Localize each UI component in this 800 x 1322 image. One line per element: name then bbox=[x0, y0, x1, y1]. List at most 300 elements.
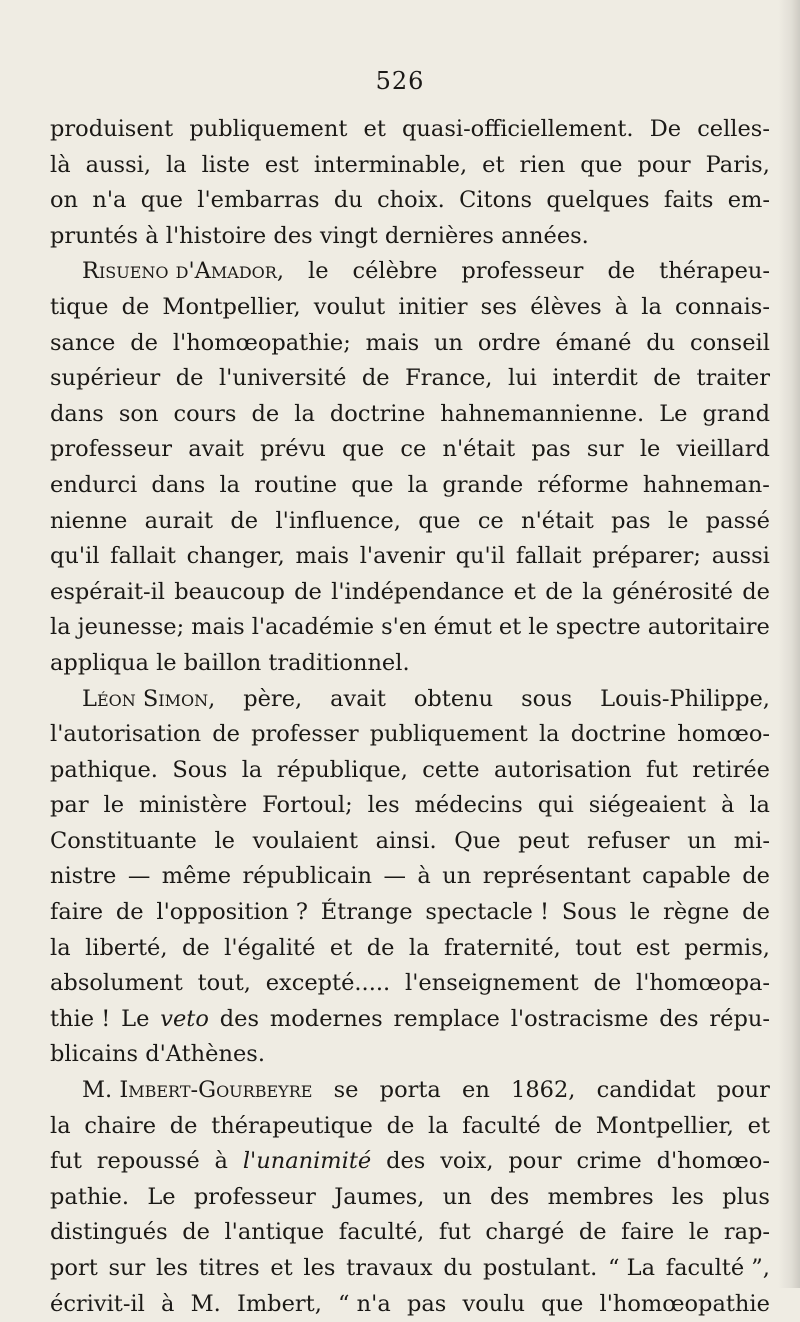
text-word: crime bbox=[576, 1148, 642, 1175]
text-word: avait bbox=[330, 685, 386, 712]
text-word: faire bbox=[50, 899, 104, 926]
text-word: à bbox=[614, 293, 629, 320]
text-word: de bbox=[175, 365, 204, 392]
text-word: représentant bbox=[482, 863, 631, 890]
text-word: mais bbox=[295, 543, 349, 570]
text-word: ainsi. bbox=[375, 827, 437, 854]
text-word: nistre bbox=[50, 863, 117, 890]
text-word: sur bbox=[586, 436, 624, 463]
text-word: prévu bbox=[260, 436, 326, 463]
text-word: que bbox=[418, 507, 461, 534]
text-line bbox=[50, 326, 770, 362]
text-word: professeur bbox=[50, 436, 173, 463]
text-word: se bbox=[333, 1077, 359, 1104]
text-word: l'indépendance bbox=[331, 578, 505, 605]
text-word: à bbox=[417, 863, 431, 890]
text-word: la bbox=[50, 934, 71, 961]
text-word: spectacle ! bbox=[425, 899, 550, 926]
text-word: et bbox=[747, 1112, 770, 1139]
text-word: tout, bbox=[197, 970, 251, 997]
text-word: pathie. bbox=[50, 1183, 130, 1210]
text-word: l'avenir bbox=[359, 543, 445, 570]
text-line bbox=[50, 788, 770, 824]
text-word: Imbert, bbox=[236, 1290, 322, 1317]
text-line bbox=[50, 1251, 770, 1287]
text-word: ordre bbox=[477, 329, 541, 356]
text-word: Montpellier, bbox=[162, 293, 301, 320]
text-word: de bbox=[386, 1112, 415, 1139]
text-word: et bbox=[498, 614, 522, 641]
text-word: nienne bbox=[50, 507, 128, 534]
text-line bbox=[50, 610, 770, 646]
text-word: l'autorisation bbox=[50, 721, 202, 748]
text-word: cours bbox=[173, 400, 237, 427]
text-word: avait bbox=[188, 436, 244, 463]
text-word: émut bbox=[433, 614, 492, 641]
text-word: est bbox=[264, 151, 299, 178]
text-word: fallait bbox=[515, 543, 582, 570]
text-word: le bbox=[308, 258, 329, 285]
text-word: professer bbox=[251, 721, 359, 748]
text-word: thérapeu- bbox=[659, 258, 770, 285]
text-word: initier bbox=[398, 293, 468, 320]
text-word: l'ostracisme bbox=[510, 1005, 649, 1032]
text-word: l'université bbox=[218, 365, 347, 392]
text-word: homœo- bbox=[677, 721, 770, 748]
text-word: Le bbox=[147, 1183, 176, 1210]
text-word: port bbox=[50, 1255, 98, 1281]
text-word: le bbox=[639, 436, 661, 463]
text-word: médecins bbox=[414, 792, 523, 819]
text-word: les bbox=[671, 1183, 704, 1210]
text-word: Citons bbox=[459, 187, 533, 214]
text-word: traditionnel. bbox=[268, 649, 410, 676]
text-word: “ n'a bbox=[338, 1290, 391, 1317]
text-line bbox=[50, 219, 770, 255]
text-word: les bbox=[155, 1255, 189, 1281]
text-word: changer, bbox=[186, 543, 285, 570]
text-word: l'homœopa- bbox=[636, 970, 770, 997]
text-word: Constituante bbox=[50, 827, 197, 854]
text-word: règne bbox=[663, 899, 730, 926]
text-word: jeunesse; bbox=[77, 614, 185, 641]
text-word: de bbox=[578, 1219, 607, 1246]
text-word: l'opposition ? bbox=[156, 899, 308, 926]
text-line bbox=[50, 397, 770, 433]
text-word: un bbox=[442, 1183, 472, 1210]
text-word: rien bbox=[519, 151, 566, 178]
text-word: de bbox=[182, 1219, 210, 1246]
text-word: célèbre bbox=[352, 258, 438, 285]
text-word: de bbox=[653, 365, 681, 392]
text-word: — bbox=[127, 863, 151, 890]
text-word: baillon bbox=[183, 649, 262, 676]
text-word: du bbox=[443, 1255, 473, 1281]
text-word: même bbox=[161, 863, 232, 890]
text-line bbox=[50, 254, 770, 290]
text-word: faculté, bbox=[338, 1219, 425, 1246]
text-word: sous bbox=[521, 685, 573, 712]
text-word: 1862, bbox=[511, 1077, 576, 1104]
text-word: membres bbox=[547, 1183, 654, 1210]
text-line bbox=[50, 931, 770, 967]
text-word: postulant. bbox=[483, 1255, 598, 1281]
text-line bbox=[50, 575, 770, 611]
text-word: Montpellier, bbox=[595, 1112, 734, 1139]
text-line bbox=[50, 1002, 770, 1038]
text-word: retirée bbox=[692, 756, 770, 783]
text-word: voulaient bbox=[252, 827, 359, 854]
text-word: endurci bbox=[50, 471, 138, 498]
text-word: de bbox=[294, 578, 322, 605]
text-line bbox=[50, 432, 770, 468]
text-word: espérait-il bbox=[50, 578, 165, 605]
text-line bbox=[50, 966, 770, 1002]
text-word: de bbox=[554, 1112, 583, 1139]
text-word: l'homœopathie; bbox=[172, 329, 351, 356]
text-line bbox=[50, 1037, 770, 1073]
text-word: du bbox=[333, 187, 363, 214]
text-word: pour bbox=[508, 1148, 562, 1175]
text-word: choix. bbox=[377, 187, 445, 214]
text-word: du bbox=[646, 329, 676, 356]
text-word: des bbox=[490, 1183, 530, 1210]
text-word: autorisation bbox=[493, 756, 632, 783]
text-word: tique bbox=[50, 293, 109, 320]
text-word: la bbox=[749, 792, 770, 819]
text-word: qu'il bbox=[455, 543, 506, 570]
text-word: les bbox=[367, 792, 400, 819]
text-word: vieillard bbox=[676, 436, 770, 463]
text-word: la bbox=[241, 756, 263, 783]
text-word: Fortoul; bbox=[262, 792, 353, 819]
text-word: la bbox=[408, 934, 430, 961]
text-word: connais- bbox=[675, 293, 770, 320]
text-word: années. bbox=[501, 222, 589, 249]
text-line bbox=[50, 290, 770, 326]
text-line bbox=[50, 468, 770, 504]
text-word: Le bbox=[121, 1005, 150, 1032]
text-word: de bbox=[742, 578, 770, 605]
text-word: pas bbox=[611, 507, 651, 534]
text-word: l'influence, bbox=[275, 507, 401, 534]
text-word: faculté bbox=[462, 1112, 541, 1139]
text-word: absolument bbox=[50, 970, 183, 997]
text-word: de bbox=[742, 899, 770, 926]
text-word: permis, bbox=[684, 934, 770, 961]
text-word: de bbox=[130, 329, 158, 356]
text-word: routine bbox=[254, 471, 338, 498]
text-word: la bbox=[294, 400, 315, 427]
text-word: doctrine bbox=[329, 400, 426, 427]
text-word: faculté ”, bbox=[665, 1255, 770, 1281]
text-line bbox=[50, 1287, 770, 1322]
text-word: Sous bbox=[561, 899, 617, 926]
text-word: ministère bbox=[138, 792, 248, 819]
text-word: ce bbox=[400, 436, 427, 463]
text-word: et bbox=[513, 578, 536, 605]
text-word: un bbox=[434, 329, 464, 356]
text-word: beaucoup bbox=[174, 578, 285, 605]
text-word: sur bbox=[108, 1255, 146, 1281]
text-line bbox=[50, 539, 770, 575]
text-word: l'académie bbox=[251, 614, 375, 641]
text-line bbox=[50, 112, 770, 148]
text-word: l'antique bbox=[224, 1219, 325, 1246]
text-word: interminable, bbox=[313, 151, 468, 178]
text-word: ce bbox=[477, 507, 504, 534]
text-word: publiquement bbox=[369, 721, 528, 748]
text-word: M. bbox=[190, 1290, 221, 1317]
text-word: que bbox=[342, 436, 385, 463]
text-line bbox=[50, 717, 770, 753]
text-word: veto bbox=[160, 1005, 209, 1032]
text-word: fut bbox=[438, 1219, 471, 1246]
text-word: la bbox=[50, 614, 71, 641]
text-word: celles- bbox=[697, 116, 770, 142]
text-word: pour bbox=[716, 1077, 770, 1104]
text-line bbox=[50, 859, 770, 895]
text-word: travaux bbox=[346, 1255, 433, 1281]
text-word: pathique. bbox=[50, 756, 158, 783]
text-word: l'unanimité bbox=[242, 1148, 372, 1175]
text-word: le bbox=[667, 507, 689, 534]
text-line bbox=[50, 148, 770, 184]
text-word: passé bbox=[705, 507, 770, 534]
text-word: hahneman- bbox=[642, 471, 770, 498]
text-word: voix, bbox=[440, 1148, 494, 1175]
text-word: lui bbox=[507, 365, 537, 392]
text-word: sance bbox=[50, 329, 116, 356]
text-word: là bbox=[50, 151, 71, 178]
text-word: rap- bbox=[723, 1219, 770, 1246]
text-word: l'enseignement bbox=[405, 970, 579, 997]
text-word: professeur bbox=[193, 1183, 316, 1210]
text-word: titres bbox=[198, 1255, 260, 1281]
text-word: les bbox=[303, 1255, 336, 1281]
text-word: De bbox=[649, 116, 682, 142]
text-word: d'Athènes. bbox=[145, 1041, 265, 1068]
text-word: conseil bbox=[690, 329, 770, 356]
text-word: la bbox=[407, 471, 429, 498]
text-word: chargé bbox=[485, 1219, 565, 1246]
text-word: son bbox=[118, 400, 159, 427]
text-word: France, bbox=[405, 365, 493, 392]
text-word: aurait bbox=[144, 507, 213, 534]
text-word: “ La bbox=[608, 1255, 656, 1281]
text-word: d'homœo- bbox=[656, 1148, 770, 1175]
text-word: thie ! bbox=[50, 1005, 111, 1032]
text-word: que bbox=[580, 151, 623, 178]
text-word: la bbox=[538, 721, 560, 748]
text-word: Sous bbox=[172, 756, 228, 783]
text-word: appliqua bbox=[50, 649, 149, 676]
text-word: de bbox=[115, 899, 144, 926]
text-word: des bbox=[219, 1005, 260, 1032]
text-word: faire bbox=[621, 1219, 675, 1246]
text-word: préparer; bbox=[592, 543, 701, 570]
text-word: supérieur bbox=[50, 365, 161, 392]
text-line bbox=[50, 646, 770, 682]
body-text bbox=[50, 112, 770, 1322]
text-word: porta bbox=[379, 1077, 441, 1104]
text-word: M. Imbert-Gourbeyre bbox=[82, 1077, 313, 1104]
text-word: candidat bbox=[596, 1077, 696, 1104]
text-word: fut bbox=[646, 756, 678, 783]
text-word: en bbox=[462, 1077, 490, 1104]
text-word: un bbox=[687, 827, 717, 854]
text-word: quelques bbox=[546, 187, 650, 214]
text-line bbox=[50, 504, 770, 540]
text-word: le bbox=[214, 827, 235, 854]
text-word: de bbox=[366, 934, 395, 961]
text-word: réforme bbox=[537, 471, 629, 498]
text-line bbox=[50, 183, 770, 219]
text-word: Jaumes, bbox=[334, 1183, 425, 1210]
text-word: Paris, bbox=[705, 151, 770, 178]
text-word: excepté..... bbox=[265, 970, 391, 997]
text-word: de bbox=[361, 365, 390, 392]
text-word: et bbox=[482, 151, 505, 178]
text-word: chaire bbox=[84, 1112, 157, 1139]
text-word: la bbox=[582, 578, 603, 605]
text-word: à bbox=[720, 792, 735, 819]
text-word: la bbox=[641, 293, 662, 320]
text-word: mais bbox=[365, 329, 420, 356]
text-word: à bbox=[214, 1148, 228, 1175]
text-word: le bbox=[156, 649, 177, 676]
text-word: le bbox=[629, 899, 651, 926]
text-word: Louis-Philippe, bbox=[600, 685, 770, 712]
text-word: remplace bbox=[393, 1005, 500, 1032]
text-word: répu- bbox=[709, 1005, 770, 1032]
text-word: traiter bbox=[696, 365, 770, 392]
text-word: et bbox=[363, 116, 386, 142]
text-word: refuser bbox=[587, 827, 670, 854]
text-word: pas bbox=[531, 436, 571, 463]
text-word: l'embarras bbox=[197, 187, 320, 214]
text-word: de bbox=[121, 293, 150, 320]
text-word: n'était bbox=[442, 436, 516, 463]
text-word: dans bbox=[50, 400, 104, 427]
text-word: Risueno d'Amador, bbox=[82, 258, 284, 285]
text-word: liste bbox=[201, 151, 250, 178]
text-line bbox=[50, 1073, 770, 1109]
text-word: de bbox=[593, 970, 622, 997]
text-word: un bbox=[442, 863, 472, 890]
text-word: et bbox=[329, 934, 353, 961]
text-word: liberté, bbox=[85, 934, 168, 961]
text-word: est bbox=[635, 934, 670, 961]
text-word: le bbox=[103, 792, 125, 819]
text-word: tout bbox=[575, 934, 622, 961]
text-word: de bbox=[545, 578, 573, 605]
text-word: — bbox=[383, 863, 406, 890]
text-word: mi- bbox=[733, 827, 770, 854]
text-word: à bbox=[160, 1290, 175, 1317]
text-word: modernes bbox=[269, 1005, 383, 1032]
text-word: vingt bbox=[319, 222, 378, 249]
text-line bbox=[50, 824, 770, 860]
text-word: générosité bbox=[612, 578, 733, 605]
text-line bbox=[50, 361, 770, 397]
text-word: distingués bbox=[50, 1219, 168, 1246]
text-word: professeur bbox=[461, 258, 584, 285]
text-word: capable bbox=[642, 863, 731, 890]
text-word: mais bbox=[191, 614, 245, 641]
text-word: par bbox=[50, 792, 89, 819]
text-word: de bbox=[181, 934, 210, 961]
text-word: aussi bbox=[711, 543, 770, 570]
text-word: à bbox=[145, 222, 159, 249]
text-word: Que bbox=[454, 827, 501, 854]
text-word: Le bbox=[659, 400, 688, 427]
text-word: voulut bbox=[313, 293, 386, 320]
text-word: élèves bbox=[530, 293, 602, 320]
text-word: l'homœopathie bbox=[599, 1290, 770, 1317]
text-word: voulu bbox=[462, 1290, 525, 1317]
text-word: le bbox=[688, 1219, 710, 1246]
text-word: pruntés bbox=[50, 222, 139, 249]
text-word: de bbox=[607, 258, 636, 285]
text-word: hahnemannienne. bbox=[440, 400, 645, 427]
text-word: Étrange bbox=[320, 899, 413, 926]
text-word: repoussé bbox=[96, 1148, 200, 1175]
text-line bbox=[50, 1215, 770, 1251]
text-word: plus bbox=[722, 1183, 770, 1210]
text-word: de bbox=[230, 507, 259, 534]
text-word: l'égalité bbox=[224, 934, 316, 961]
text-line bbox=[50, 682, 770, 718]
text-word: publiquement bbox=[189, 116, 348, 142]
text-word: qu'il bbox=[50, 543, 100, 570]
text-word: des bbox=[386, 1148, 426, 1175]
text-word: dernières bbox=[384, 222, 494, 249]
text-line bbox=[50, 1109, 770, 1145]
text-word: l'histoire bbox=[165, 222, 267, 249]
text-word: le bbox=[528, 614, 549, 641]
text-word: ses bbox=[480, 293, 518, 320]
text-word: dans bbox=[151, 471, 206, 498]
text-word: de bbox=[169, 1112, 198, 1139]
page-number: 526 bbox=[375, 67, 425, 95]
text-word: em- bbox=[727, 187, 770, 214]
text-word: écrivit-il bbox=[50, 1290, 145, 1317]
text-word: pas bbox=[406, 1290, 447, 1317]
text-word: des bbox=[659, 1005, 699, 1032]
text-word: thérapeutique bbox=[211, 1112, 373, 1139]
text-word: blicains bbox=[50, 1041, 139, 1068]
text-word: et bbox=[270, 1255, 293, 1281]
text-word: fallait bbox=[110, 543, 176, 570]
text-word: interdit bbox=[552, 365, 638, 392]
text-word: grande bbox=[442, 471, 524, 498]
text-word: que bbox=[140, 187, 183, 214]
text-word: fraternité, bbox=[443, 934, 561, 961]
text-word: fut bbox=[50, 1148, 82, 1175]
text-word: peut bbox=[518, 827, 570, 854]
text-word: s'en bbox=[381, 614, 427, 641]
text-word: de bbox=[742, 863, 770, 890]
text-word: aussi, bbox=[85, 151, 151, 178]
text-word: obtenu bbox=[413, 685, 494, 712]
text-word: république, bbox=[276, 756, 408, 783]
text-word: républicain bbox=[242, 863, 372, 890]
text-word: émané bbox=[555, 329, 632, 356]
text-word: qui bbox=[537, 792, 574, 819]
text-word: on bbox=[50, 187, 79, 214]
text-line bbox=[50, 1144, 770, 1180]
